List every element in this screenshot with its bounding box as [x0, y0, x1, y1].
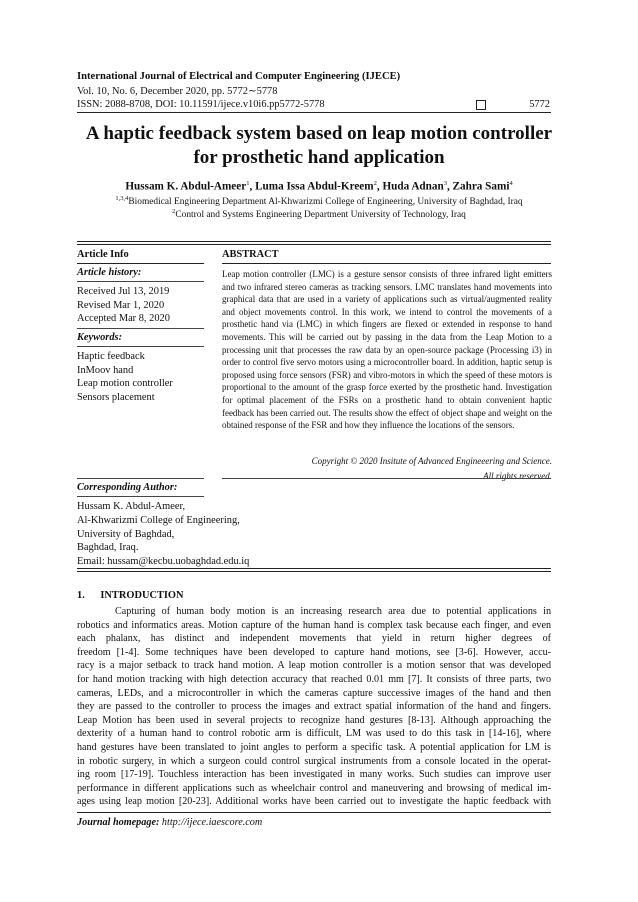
author-name: Luma Issa Abdul-Kreem — [255, 180, 374, 193]
keyword: Leap motion controller — [77, 378, 173, 389]
title-line-1: A haptic feedback system based on leap motion controller — [85, 123, 553, 144]
intro-line: they are passed to the controller to process the images and extract spatial information of the hand and fingers. — [77, 701, 551, 713]
section-rule-top-2 — [77, 244, 551, 245]
history-rule — [77, 281, 204, 282]
author-sup: 3 — [443, 180, 447, 187]
journal-homepage — [77, 817, 262, 828]
corresponding-rule-right — [222, 478, 551, 479]
intro-line: each phalanx, has distinct and independent movements that yield in return higher degrees of — [77, 633, 551, 645]
corresponding-email[interactable]: Email: hussam@kecbu.uobaghdad.edu.iq — [77, 556, 250, 568]
corresponding-rule — [77, 496, 204, 497]
intro-line: in robotic surgery, in which a surgeon could control surgical instruments from a console located in the operat- — [77, 755, 551, 767]
corresponding-author-block — [77, 500, 249, 569]
author-name: Huda Adnan — [382, 180, 444, 193]
keyword: Sensors placement — [77, 391, 155, 403]
corresponding-rule-left — [77, 478, 204, 479]
intro-line: cameras, LEDs, and a microcontroller in which the cameras capture successive images of the hand and then — [77, 687, 551, 699]
intro-line: dexterity of a human hand to control robotic arm is difficult, LM was used to do this task in [14-16], where — [77, 728, 551, 740]
issn-doi: ISSN: 2088-8708, DOI: 10.11591/ijece.v10i6.pp5772-5778 — [77, 99, 325, 110]
abstract-text: Leap motion controller (LMC) is a gesture sensor consists of three infrared light emitters and two infrared stereo cameras as tracking sensors. LMC translates hand movements into graphical data that are used in a variety of applications such as virtual/augmented reality and object movements control. In this work, we intend to control the movements of a prosthetic hand via (LMC) in which fingers are flexed or extended in response to hand movements. This will be carried out by passing in the data from the Leap Motion to a processing unit that processes the raw data by an open-source package (Processing i3) in order to control five servo motors using a microcontroller board. In addition, haptic setup is proposed using force sensors (FSR) and vibro-motors in which the speed of these motors is proportional to the amount of the grasp force exerted by the prosthetic hand. Investigation for optimal placement of the FSRs on a prosthetic hand to obtain convenient haptic feedback has been carried out. The results show the effect of object shape and weight on the obtained response of the FSR and how they influence the locations of the sensors. — [222, 269, 552, 431]
volume-info: Vol. 10, No. 6, December 2020, pp. 5772∼5778 — [77, 86, 278, 97]
author-name: Hussam K. Abdul-Ameer — [125, 180, 247, 193]
copyright-line-2: All rights reserved. — [483, 470, 552, 481]
section-rule-bottom — [77, 568, 551, 569]
journal-name: International Journal of Electrical and Computer Engineering (IJECE) — [77, 71, 401, 82]
keywords-rule-top — [77, 328, 204, 329]
author-list: Hussam K. Abdul-Ameer$^1$, Luma Issa Abdul-Kreem$^2$, Huda Adnan$^3$, Zahra Sami$^4$ — [125, 180, 513, 193]
keywords-list — [77, 350, 173, 404]
affiliation-1 — [40, 195, 598, 207]
section-rule-bottom-2 — [77, 571, 551, 572]
corresponding-city: Baghdad, Iraq. — [77, 542, 139, 554]
affiliation-sup: 1,3,4 — [115, 195, 129, 202]
header-rule — [77, 112, 551, 113]
intro-line: Capturing of human body motion is an increasing research area due to potential applications in — [115, 606, 551, 617]
section-rule-top — [77, 241, 551, 242]
corresponding-name: Hussam K. Abdul-Ameer, — [77, 501, 186, 512]
received-date: Received Jul 13, 2019 — [77, 286, 170, 297]
paper-title — [40, 122, 598, 170]
corresponding-college: Al-Khwarizmi College of Engineering, — [77, 514, 240, 526]
accepted-date: Accepted Mar 8, 2020 — [77, 313, 170, 324]
homepage-label: Journal homepage: — [77, 817, 160, 828]
intro-line: ing room [17-19]. Touchless interaction has been investigated in many works. Such studies can improve user — [77, 769, 551, 781]
keyword: InMoov hand — [77, 364, 134, 376]
keyword: Haptic feedback — [77, 351, 145, 362]
intro-line: Leap Motion has been used in several projects to recognize hand gestures [8-13]. Although approaching the — [77, 714, 551, 726]
square-icon — [476, 100, 486, 110]
article-history-heading: Article history: — [77, 267, 142, 278]
article-history-list — [77, 285, 170, 326]
corresponding-university: University of Baghdad, — [77, 528, 175, 540]
keywords-rule — [77, 346, 204, 347]
title-line-2: for prosthetic hand application — [193, 147, 445, 168]
introduction-body — [77, 605, 551, 809]
footer-rule — [77, 812, 551, 813]
affiliation-text: Control and Systems Engineering Department University of Technology, Iraq — [175, 210, 466, 221]
intro-line: hand gestures have been translated to joint angles to perform a specific task. A potential application for LM is — [77, 741, 551, 753]
intro-line: robotics and informatics areas. Motion capture of the human hand is complex task because each finger, and even — [77, 619, 551, 631]
author-sup: 1 — [246, 180, 250, 187]
abstract-rule — [222, 263, 551, 264]
abstract-heading: ABSTRACT — [222, 249, 279, 260]
author-name: Zahra Sami — [452, 180, 510, 193]
introduction-heading: 1. INTRODUCTION — [77, 590, 184, 601]
article-info-rule — [77, 263, 204, 264]
affiliation-sup: 2 — [172, 208, 176, 215]
keywords-heading: Keywords: — [77, 332, 123, 343]
homepage-link[interactable]: http://ijece.iaescore.com — [161, 817, 263, 828]
author-sup: 4 — [509, 180, 513, 187]
intro-line: ages using leap motion [20-23]. Additional works have been carried out to investigate the haptic feedback with — [77, 796, 551, 808]
copyright-line-1: Copyright © 2020 Insitute of Advanced Engineeering and Science. — [311, 456, 552, 466]
page-number: 5772 — [529, 99, 550, 110]
author-sup: 2 — [373, 180, 377, 187]
intro-line: for hand motion tracking with high detection accuracy that reached 0.01 mm [7]. It consists of three parts, two — [77, 673, 551, 685]
intro-line: freedom [1-4]. Some techniques have been developed to capture hand motions, see [3-6]. However, accu- — [77, 646, 551, 658]
corresponding-author-heading: Corresponding Author: — [77, 482, 178, 493]
revised-date: Revised Mar 1, 2020 — [77, 299, 165, 311]
affiliation-text: Biomedical Engineering Department Al-Khwarizmi College of Engineering, University of Baghdad, Iraq — [128, 197, 523, 208]
intro-line: racy is a major setback to track hand motion. A leap motion controller is a motion sensor that was developed — [77, 660, 551, 672]
copyright-notice — [222, 454, 552, 483]
intro-line: performance in different applications such as wheelchair control and maneuvering and browsing of medical im- — [77, 782, 551, 794]
article-info-heading: Article Info — [77, 249, 129, 260]
affiliation-2 — [40, 208, 598, 220]
